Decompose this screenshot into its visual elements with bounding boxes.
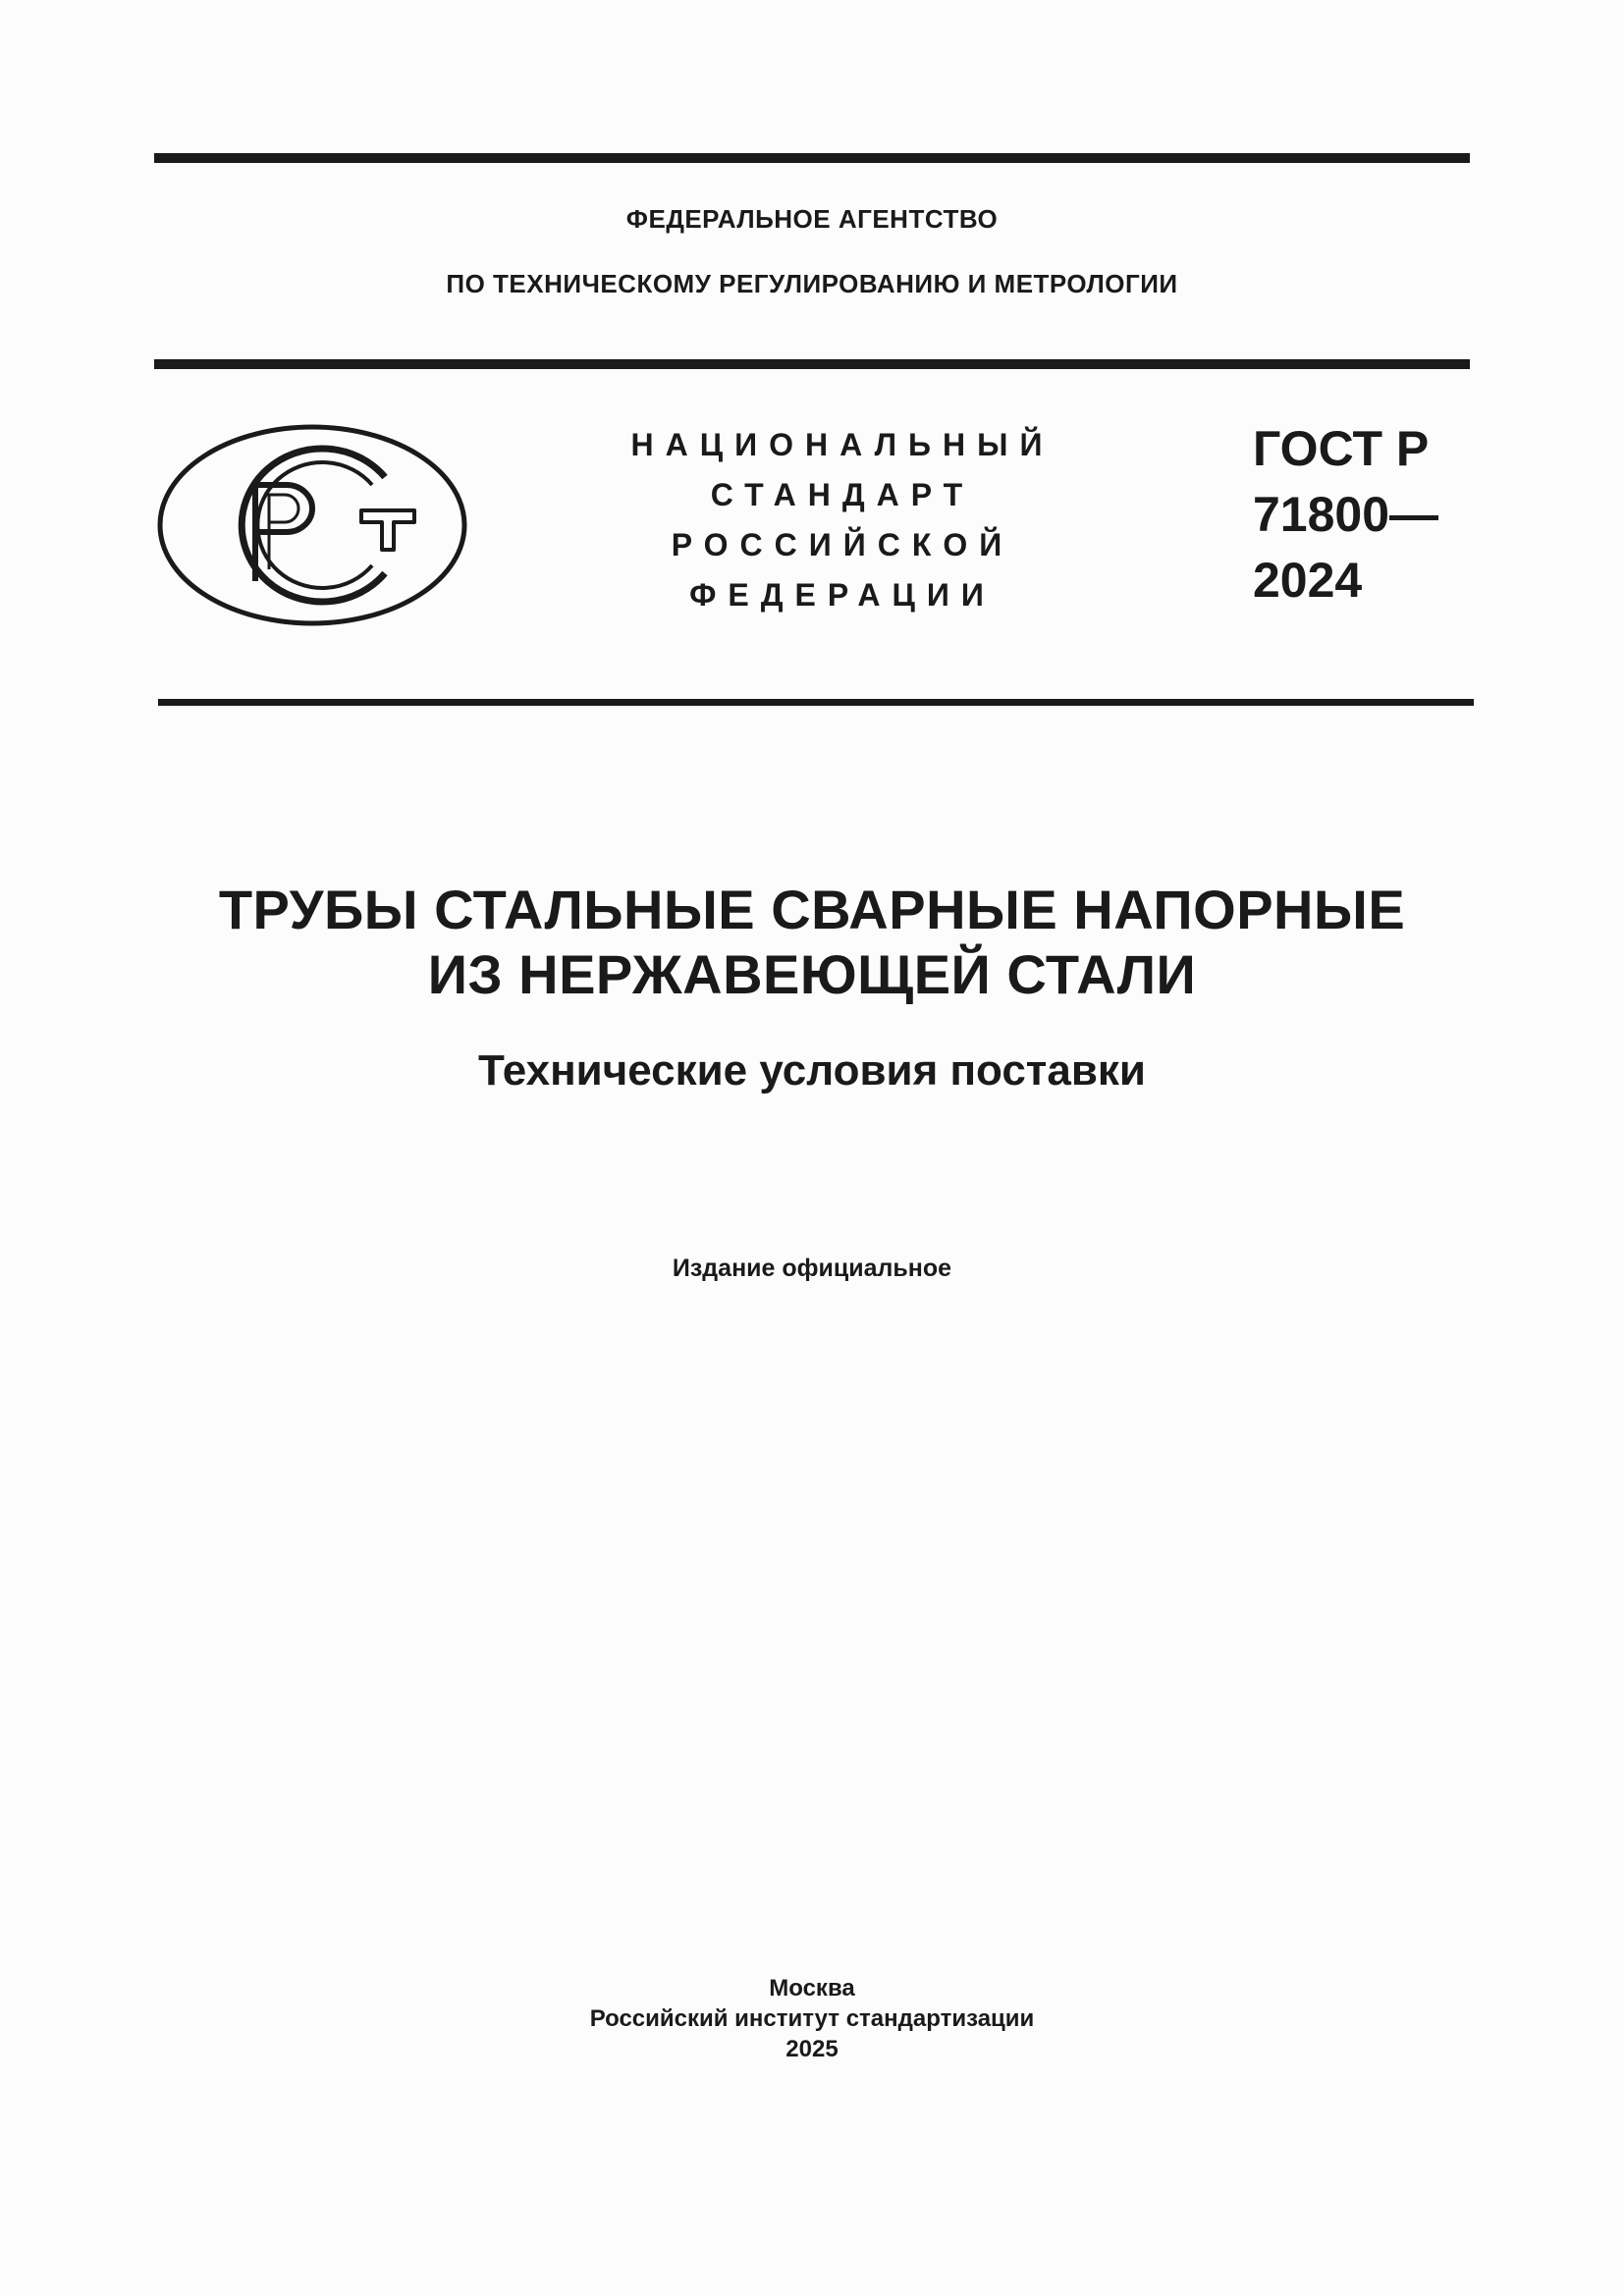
agency-name-line1: ФЕДЕРАЛЬНОЕ АГЕНТСТВО — [625, 204, 999, 234]
standard-designation — [1253, 416, 1438, 614]
imprint — [0, 1973, 1624, 2064]
national-line-3: РОССИЙСКОЙ — [671, 527, 1014, 562]
imprint-city: Москва — [769, 1975, 855, 2002]
document-subtitle: Технические условия поставки — [478, 1046, 1146, 1095]
top-rule — [154, 153, 1470, 163]
title-line-2: ИЗ НЕРЖАВЕЮЩЕЙ СТАЛИ — [427, 943, 1197, 1005]
designation-line-2: 71800— — [1253, 487, 1439, 542]
rst-certification-mark-icon — [157, 424, 467, 626]
imprint-publisher: Российский институт стандартизации — [589, 2005, 1035, 2032]
document-title — [0, 878, 1624, 1007]
middle-rule — [154, 359, 1470, 369]
designation-line-3: 2024 — [1253, 553, 1363, 608]
bottom-rule — [158, 699, 1474, 706]
designation-line-1: ГОСТ Р — [1253, 421, 1430, 476]
national-standard-label — [587, 420, 1098, 620]
national-line-1: НАЦИОНАЛЬНЫЙ — [630, 427, 1055, 462]
edition-label: Издание официальное — [672, 1255, 952, 1282]
title-line-1: ТРУБЫ СТАЛЬНЫЕ СВАРНЫЕ НАПОРНЫЕ — [218, 879, 1406, 940]
national-line-4: ФЕДЕРАЦИИ — [689, 577, 996, 613]
imprint-year: 2025 — [785, 2036, 839, 2062]
national-line-2: СТАНДАРТ — [710, 477, 975, 512]
agency-name-line2: ПО ТЕХНИЧЕСКОМУ РЕГУЛИРОВАНИЮ И МЕТРОЛОГИИ — [446, 269, 1178, 298]
